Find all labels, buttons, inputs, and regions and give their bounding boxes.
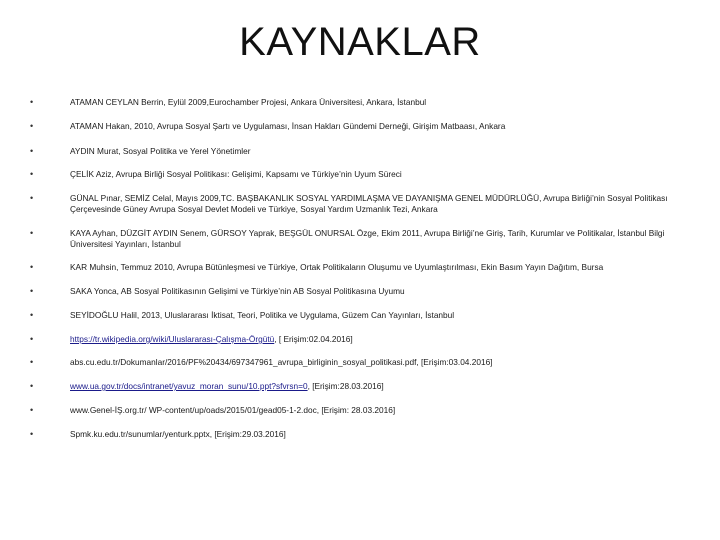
reference-link[interactable]: www.ua.gov.tr/docs/intranet/yavuz_moran_sunu/10.ppt?sfvrsn=0 (70, 381, 308, 391)
bullet-icon: • (30, 405, 34, 415)
reference-text (70, 334, 670, 345)
list-item (30, 262, 670, 273)
list-item (30, 429, 670, 440)
reference-text: ATAMAN Hakan, 2010, Avrupa Sosyal Şartı ve Uygulaması, İnsan Hakları Gündemi Derneği, Girişim Matbaası, Ankara (70, 121, 506, 131)
list-item (30, 97, 670, 108)
reference-text: Spmk.ku.edu.tr/sunumlar/yenturk.pptx, [Erişim:29.03.2016] (70, 429, 286, 439)
reference-text: SEYİDOĞLU Halil, 2013, Uluslararası İktisat, Teori, Politika ve Uygulama, Güzem Can Yayınları, İstanbul (70, 310, 455, 320)
reference-text: GÜNAL Pınar, SEMİZ Celal, Mayıs 2009,TC. BAŞBAKANLIK SOSYAL YARDIMLAŞMA VE DAYANIŞMA GENEL MÜDÜRLÜĞÜ, Avrupa Birliği’nin Sosyal Politikası Çerçevesinde Güney Avrupa Sosyal Devlet Modeli ve Türkiye, Sosyal Yardım Uzmanlık Tezi, Ankara (70, 193, 668, 214)
bullet-icon: • (30, 429, 34, 439)
list-item (30, 405, 670, 416)
reference-text: AYDIN Murat, Sosyal Politika ve Yerel Yönetimler (70, 146, 251, 156)
list-item (30, 193, 670, 215)
list-item (30, 146, 670, 157)
reference-text: ATAMAN CEYLAN Berrin, Eylül 2009,Eurochamber Projesi, Ankara Üniversitesi, Ankara, İstanbul (70, 97, 427, 107)
reference-text: ÇELİK Aziz, Avrupa Birliği Sosyal Politikası: Gelişimi, Kapsamı ve Türkiye’nin Uyum Süreci (70, 169, 402, 179)
bullet-icon: • (30, 121, 34, 131)
list-item (30, 169, 670, 180)
access-date: , [Erişim:28.03.2016] (307, 381, 384, 391)
reference-text: www.Genel-İŞ.org.tr/ WP-content/up/oads/2015/01/gead05-1-2.doc, [Erişim: 28.03.2016] (70, 405, 396, 415)
bullet-icon: • (30, 169, 34, 179)
bullet-icon: • (30, 193, 34, 203)
bullet-icon: • (30, 228, 34, 238)
bullet-icon: • (30, 334, 34, 344)
list-item (30, 334, 670, 345)
bullet-icon: • (30, 146, 34, 156)
access-date: , [ Erişim:02.04.2016] (274, 334, 353, 344)
bullet-icon: • (30, 310, 34, 320)
reference-text: SAKA Yonca, AB Sosyal Politikasının Gelişimi ve Türkiye’nin AB Sosyal Politikasına Uyumu (70, 286, 405, 296)
list-item (30, 381, 670, 392)
bullet-icon: • (30, 262, 34, 272)
list-item (30, 121, 670, 132)
bullet-icon: • (30, 357, 34, 367)
list-item (30, 357, 670, 368)
reference-text: KAR Muhsin, Temmuz 2010, Avrupa Bütünleşmesi ve Türkiye, Ortak Politikaların Oluşumu ve Uyumlaştırılması, Ekin Basım Yayın Dağıtım, Bursa (70, 262, 604, 272)
bullet-icon: • (30, 97, 34, 107)
reference-link[interactable]: https://tr.wikipedia.org/wiki/Uluslararası-Çalışma-Örgütü (70, 334, 275, 344)
list-item (30, 286, 670, 297)
page-title: KAYNAKLAR (239, 20, 481, 64)
reference-text (70, 381, 670, 392)
reference-text: KAYA Ayhan, DÜZGİT AYDIN Senem, GÜRSOY Yaprak, BEŞGÜL ONURSAL Özge, Ekim 2011, Avrupa Birliği’ne Giriş, Tarih, Kurumlar ve Politikalar, İstanbul Bilgi Üniversitesi Yayınları, İstanbul (70, 228, 665, 249)
reference-text: abs.cu.edu.tr/Dokumanlar/2016/PF%20434/697347961_avrupa_birliginin_sosyal_politikasi.pdf, [Erişim:03.04.2016] (70, 357, 493, 367)
bullet-icon: • (30, 381, 34, 391)
list-item (30, 228, 670, 250)
bullet-icon: • (30, 286, 34, 296)
list-item (30, 310, 670, 321)
